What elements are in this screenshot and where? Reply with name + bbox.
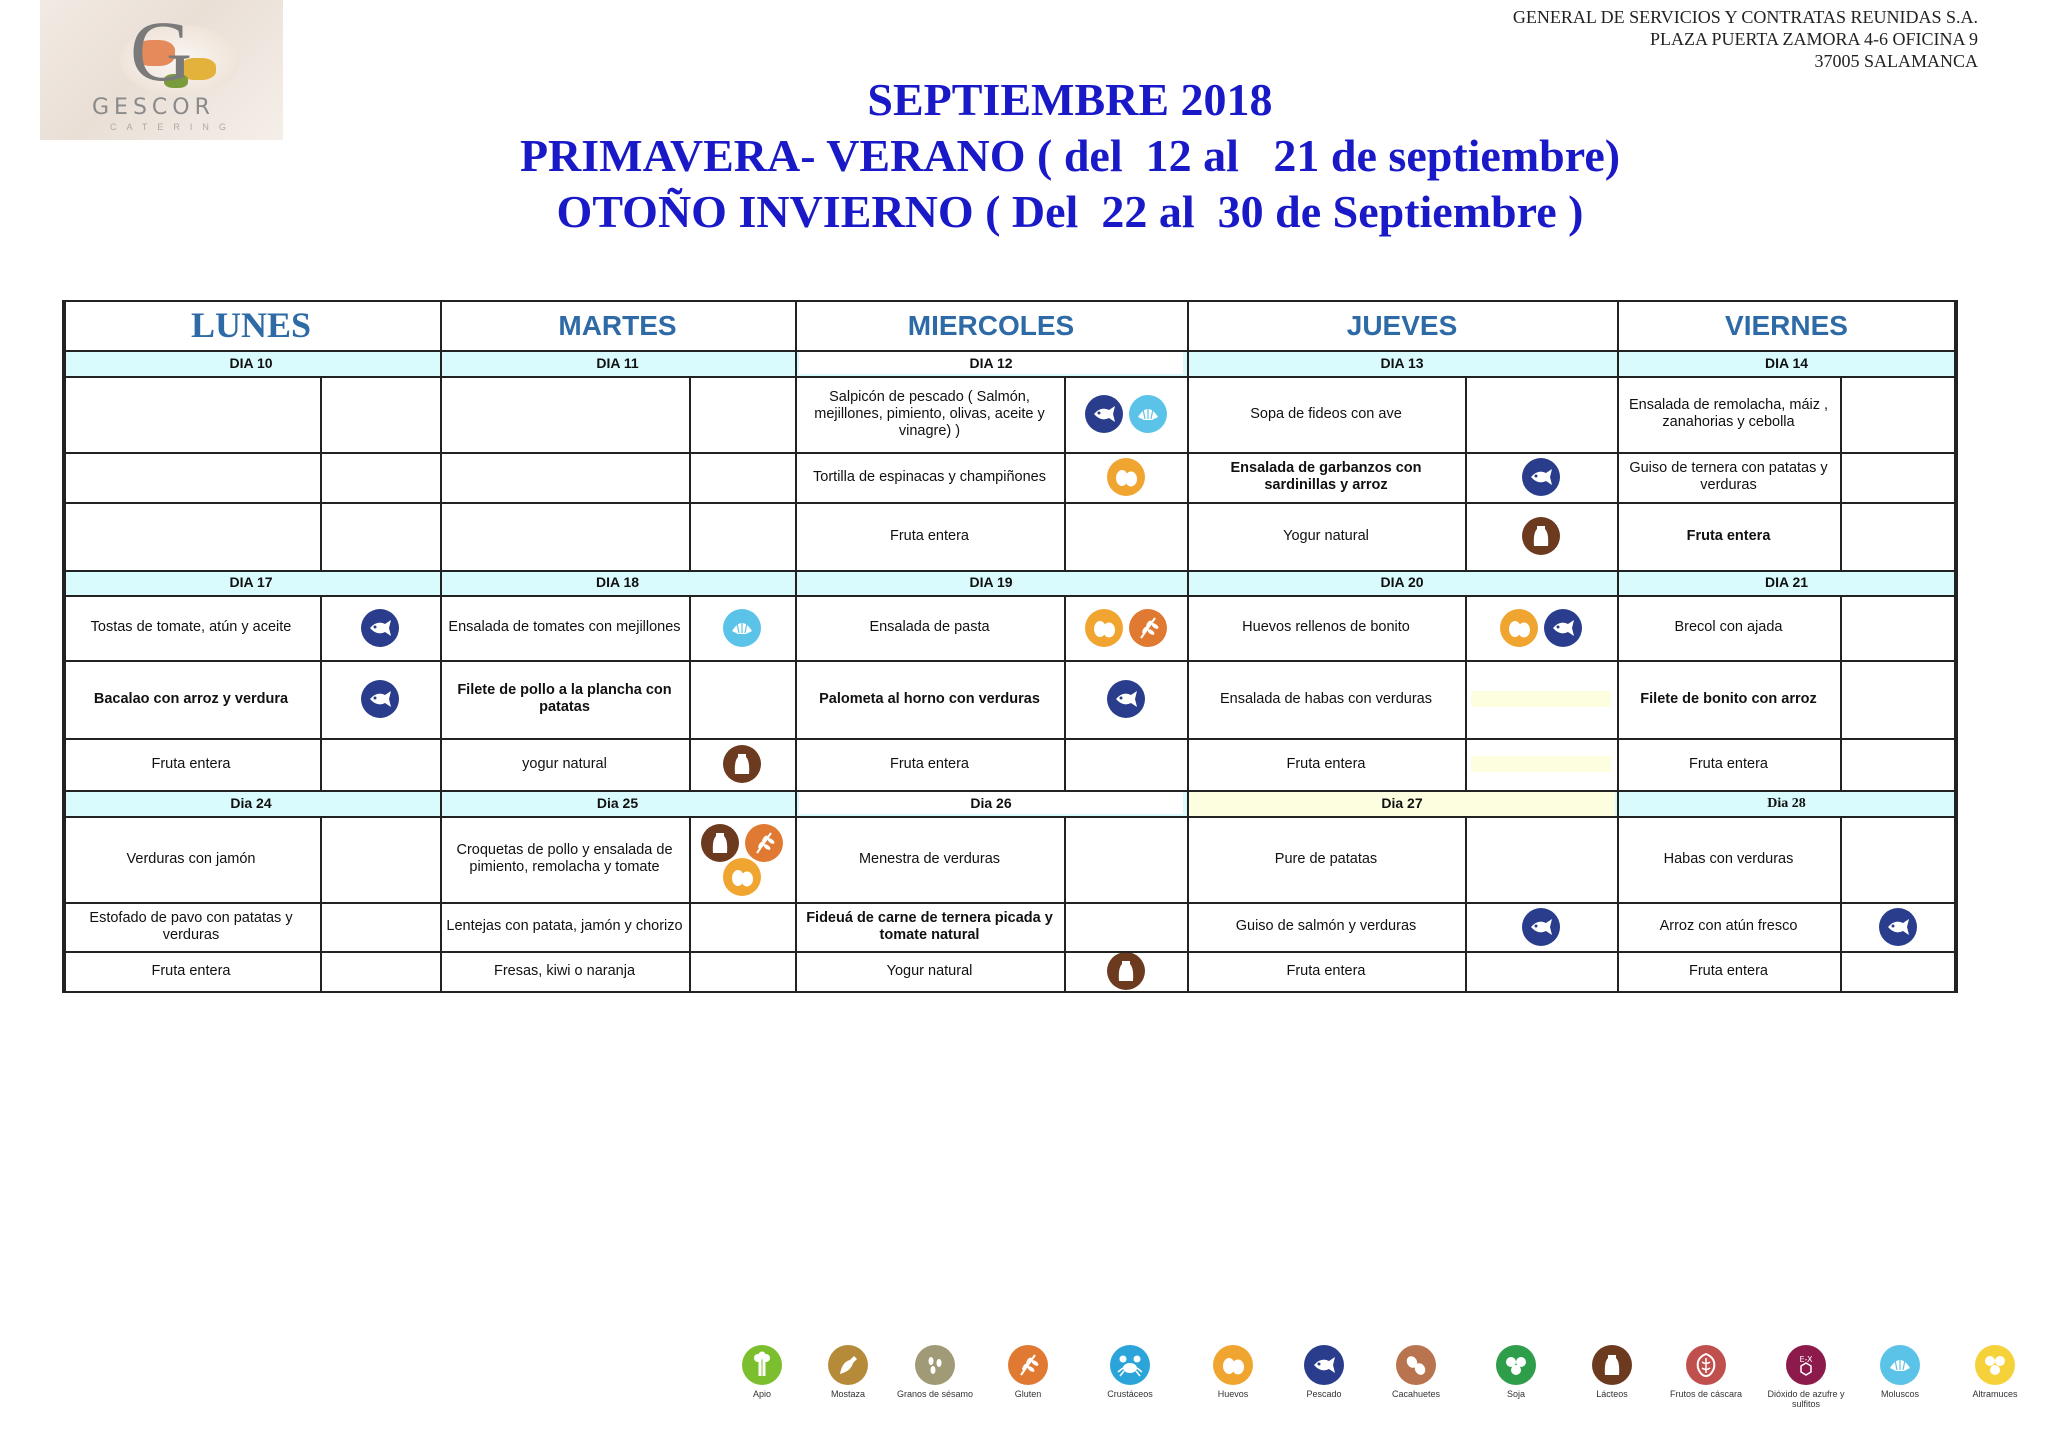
grid-line bbox=[62, 991, 1956, 993]
dish-cell: Guiso de ternera con patatas y verduras bbox=[1629, 460, 1828, 493]
grid-line bbox=[320, 376, 322, 570]
crustacean-icon bbox=[1110, 1345, 1150, 1385]
fish-icon bbox=[1544, 609, 1582, 647]
dish-cell: Tortilla de espinacas y champiñones bbox=[813, 468, 1046, 485]
dish-cell: Fruta entera bbox=[1689, 755, 1768, 772]
legend-sulfite bbox=[1756, 1345, 1856, 1409]
date-label: DIA 20 bbox=[1380, 574, 1424, 590]
dish-cell bbox=[62, 452, 320, 502]
milk-icon bbox=[723, 745, 761, 783]
grid-line bbox=[62, 452, 1956, 454]
grid-line bbox=[62, 350, 1956, 352]
dish-cell: Ensalada de habas con verduras bbox=[1219, 690, 1432, 707]
legend-label: Crustáceos bbox=[1107, 1389, 1153, 1399]
date-label: DIA 14 bbox=[1764, 354, 1809, 371]
dish-cell: Ensalada de remolacha, máiz , zanahorias y cebolla bbox=[1628, 397, 1829, 430]
dish-cell bbox=[440, 452, 689, 502]
dish-cell: Fruta entera bbox=[1689, 962, 1768, 979]
dish-cell bbox=[62, 502, 320, 570]
dish-cell: Huevos rellenos de bonito bbox=[1242, 619, 1410, 635]
legend-peanut bbox=[1366, 1345, 1466, 1399]
legend-label: Lácteos bbox=[1596, 1389, 1628, 1399]
dish-cell: Fruta entera bbox=[1686, 527, 1771, 544]
fish-icon bbox=[1879, 908, 1917, 946]
dish-cell: Fruta entera bbox=[1286, 755, 1366, 772]
dish-cell: Fruta entera bbox=[151, 755, 231, 772]
legend-label: Mostaza bbox=[830, 1389, 865, 1399]
fish-icon bbox=[361, 609, 399, 647]
mustard-icon bbox=[828, 1345, 868, 1385]
dish-cell bbox=[440, 502, 689, 570]
date-label: DIA 18 bbox=[595, 574, 640, 590]
date-label: DIA 21 bbox=[1764, 574, 1809, 590]
legend-crustacean bbox=[1080, 1345, 1180, 1399]
sulfite-icon bbox=[1786, 1345, 1826, 1385]
grid-line bbox=[62, 376, 1956, 378]
dish-cell: Verduras con jamón bbox=[126, 850, 256, 867]
title-spring: PRIMAVERA- VERANO ( del 12 al 21 de septiembre) bbox=[519, 130, 1621, 181]
molusco-icon bbox=[723, 609, 761, 647]
gluten-icon bbox=[745, 824, 783, 862]
grid-line bbox=[440, 300, 442, 993]
date-label: DIA 10 bbox=[229, 354, 273, 371]
day-header-lunes: LUNES bbox=[190, 304, 312, 345]
egg-icon bbox=[723, 858, 761, 896]
date-label: DIA 17 bbox=[229, 574, 273, 590]
dish-cell: Brecol con ajada bbox=[1674, 619, 1783, 635]
company-line-2: PLAZA PUERTA ZAMORA 4-6 OFICINA 9 bbox=[1649, 29, 1978, 49]
legend-nuts bbox=[1656, 1345, 1756, 1399]
grid-line bbox=[1465, 816, 1467, 991]
highlight-fill bbox=[1471, 756, 1611, 772]
nuts-icon bbox=[1686, 1345, 1726, 1385]
egg-icon bbox=[1213, 1345, 1253, 1385]
celery-icon bbox=[742, 1345, 782, 1385]
egg-icon bbox=[1107, 458, 1145, 496]
highlight-fill bbox=[1471, 691, 1611, 707]
grid-line bbox=[795, 300, 797, 993]
molusco-icon bbox=[1129, 395, 1167, 433]
logo-name: GESCOR bbox=[92, 95, 215, 120]
company-line-1: GENERAL DE SERVICIOS Y CONTRATAS REUNIDAS S.A. bbox=[1512, 7, 1978, 27]
grid-line bbox=[62, 595, 1956, 597]
legend-label: Granos de sésamo bbox=[896, 1389, 974, 1399]
grid-line bbox=[62, 951, 1956, 953]
svg-text:E-X: E-X bbox=[1799, 1355, 1813, 1364]
grid-line bbox=[62, 902, 1956, 904]
day-header-miercoles: MIERCOLES bbox=[907, 309, 1075, 341]
legend-label: Soja bbox=[1506, 1389, 1525, 1399]
molusco-icon bbox=[1880, 1345, 1920, 1385]
dish-cell bbox=[62, 376, 320, 452]
legend-label: Dióxido de azufre y sulfitos bbox=[1767, 1389, 1845, 1409]
dish-cell: Bacalao con arroz y verdura bbox=[93, 690, 289, 707]
grid-line bbox=[62, 570, 1956, 572]
grid-line bbox=[689, 816, 691, 991]
grid-line bbox=[1840, 816, 1842, 991]
logo-sub: CATERING bbox=[110, 122, 236, 132]
egg-icon bbox=[1085, 609, 1123, 647]
legend-mustard bbox=[798, 1345, 898, 1399]
dish-cell: Fideuá de carne de ternera picada y tomate natural bbox=[806, 909, 1053, 943]
dish-cell bbox=[440, 376, 689, 452]
fish-icon bbox=[361, 680, 399, 718]
legend-molusco bbox=[1850, 1345, 1950, 1399]
dish-cell: Fruta entera bbox=[890, 527, 969, 544]
legend-milk bbox=[1562, 1345, 1662, 1399]
date-label: DIA 12 bbox=[969, 354, 1013, 371]
day-header-martes: MARTES bbox=[558, 309, 677, 341]
fish-icon bbox=[1522, 458, 1560, 496]
dish-cell: Filete de pollo a la plancha con patatas bbox=[457, 682, 672, 715]
day-header-viernes: VIERNES bbox=[1725, 309, 1848, 341]
grid-line bbox=[1954, 300, 1958, 993]
dish-cell: Arroz con atún fresco bbox=[1659, 918, 1798, 934]
legend-fish bbox=[1274, 1345, 1374, 1399]
dish-cell: Fruta entera bbox=[151, 962, 231, 979]
milk-icon bbox=[1522, 517, 1560, 555]
legend-lupin bbox=[1945, 1345, 2045, 1399]
fish-icon bbox=[1107, 680, 1145, 718]
dish-cell: Yogur natural bbox=[1283, 527, 1369, 544]
legend-label: Cacahuetes bbox=[1391, 1389, 1441, 1399]
legend-soy bbox=[1466, 1345, 1566, 1399]
grid-line bbox=[62, 300, 1956, 302]
grid-line bbox=[62, 816, 1956, 818]
fish-icon bbox=[1304, 1345, 1344, 1385]
dish-cell: Filete de bonito con arroz bbox=[1640, 690, 1817, 707]
title-month: SEPTIEMBRE 2018 bbox=[867, 74, 1273, 125]
title-autumn: OTOÑO INVIERNO ( Del 22 al 30 de Septiembre ) bbox=[556, 186, 1584, 237]
grid-line bbox=[1064, 816, 1066, 991]
dish-cell: Pure de patatas bbox=[1274, 850, 1378, 867]
dish-cell: Fruta entera bbox=[890, 755, 969, 772]
dish-cell: Guiso de salmón y verduras bbox=[1235, 918, 1417, 934]
grid-line bbox=[320, 816, 322, 991]
legend-label: Pescado bbox=[1306, 1389, 1342, 1399]
grid-line bbox=[1465, 376, 1467, 570]
grid-line bbox=[62, 300, 66, 993]
legend-celery bbox=[712, 1345, 812, 1399]
dish-cell: Menestra de verduras bbox=[858, 850, 1001, 867]
grid-line bbox=[1064, 595, 1066, 790]
date-label: Dia 25 bbox=[596, 794, 639, 811]
dish-cell: yogur natural bbox=[522, 755, 607, 772]
logo-letter: G bbox=[130, 3, 193, 99]
day-header-jueves: JUEVES bbox=[1346, 309, 1458, 341]
legend-sesame bbox=[885, 1345, 985, 1399]
sesame-icon bbox=[915, 1345, 955, 1385]
dish-cell: Lentejas con patata, jamón y chorizo bbox=[446, 918, 683, 934]
date-label: Dia 26 bbox=[970, 794, 1012, 811]
grid-line bbox=[320, 595, 322, 790]
grid-line bbox=[1187, 300, 1189, 993]
gluten-icon bbox=[1129, 609, 1167, 647]
dish-cell: Tostas de tomate, atún y aceite bbox=[90, 619, 292, 635]
grid-line bbox=[689, 376, 691, 570]
grid-line bbox=[1465, 595, 1467, 790]
grid-line bbox=[1840, 595, 1842, 790]
grid-line bbox=[62, 660, 1956, 662]
legend-label: Huevos bbox=[1217, 1389, 1249, 1399]
dish-cell: Ensalada de pasta bbox=[869, 619, 990, 635]
dish-cell: Sopa de fideos con ave bbox=[1250, 405, 1402, 422]
milk-icon bbox=[1107, 952, 1145, 990]
grid-line bbox=[62, 738, 1956, 740]
fish-icon bbox=[1522, 908, 1560, 946]
date-label: Dia 27 bbox=[1381, 794, 1423, 811]
fish-icon bbox=[1085, 395, 1123, 433]
dish-cell: Ensalada de garbanzos con sardinillas y arroz bbox=[1230, 460, 1422, 493]
egg-icon bbox=[1500, 609, 1538, 647]
date-label: Dia 28 bbox=[1767, 795, 1806, 811]
grid-line bbox=[62, 502, 1956, 504]
date-label: DIA 11 bbox=[596, 354, 639, 371]
dish-cell: Habas con verduras bbox=[1663, 850, 1794, 867]
company-line-3: 37005 SALAMANCA bbox=[1814, 51, 1978, 71]
legend-gluten bbox=[978, 1345, 1078, 1399]
date-label: DIA 13 bbox=[1380, 354, 1424, 371]
date-label: DIA 19 bbox=[969, 574, 1013, 590]
legend-label: Frutos de cáscara bbox=[1669, 1389, 1743, 1399]
grid-line bbox=[1064, 376, 1066, 570]
dish-cell: Ensalada de tomates con mejillones bbox=[448, 619, 681, 635]
dish-cell: Palometa al horno con verduras bbox=[819, 690, 1040, 707]
legend-label: Altramuces bbox=[1972, 1389, 2018, 1399]
dish-cell: Yogur natural bbox=[886, 962, 973, 979]
dish-cell: Salpicón de pescado ( Salmón, mejillones, pimiento, olivas, aceite y vinagre) ) bbox=[814, 388, 1045, 439]
legend-label: Apio bbox=[752, 1389, 771, 1399]
grid-line bbox=[62, 790, 1956, 792]
dish-cell: Estofado de pavo con patatas y verduras bbox=[89, 909, 293, 943]
grid-line bbox=[1617, 300, 1619, 993]
soy-icon bbox=[1496, 1345, 1536, 1385]
legend-label: Moluscos bbox=[1880, 1389, 1919, 1399]
grid-line bbox=[1840, 376, 1842, 570]
gluten-icon bbox=[1008, 1345, 1048, 1385]
legend-label: Gluten bbox=[1014, 1389, 1042, 1399]
lupin-icon bbox=[1975, 1345, 2015, 1385]
grid-line bbox=[689, 595, 691, 790]
milk-icon bbox=[701, 824, 739, 862]
dish-cell: Croquetas de pollo y ensalada de pimiento, remolacha y tomate bbox=[456, 842, 673, 875]
legend-egg bbox=[1183, 1345, 1283, 1399]
dish-cell: Fresas, kiwi o naranja bbox=[493, 962, 636, 979]
milk-icon bbox=[1592, 1345, 1632, 1385]
date-label: Dia 24 bbox=[230, 794, 272, 811]
dish-cell: Fruta entera bbox=[1286, 962, 1366, 979]
peanut-icon bbox=[1396, 1345, 1436, 1385]
